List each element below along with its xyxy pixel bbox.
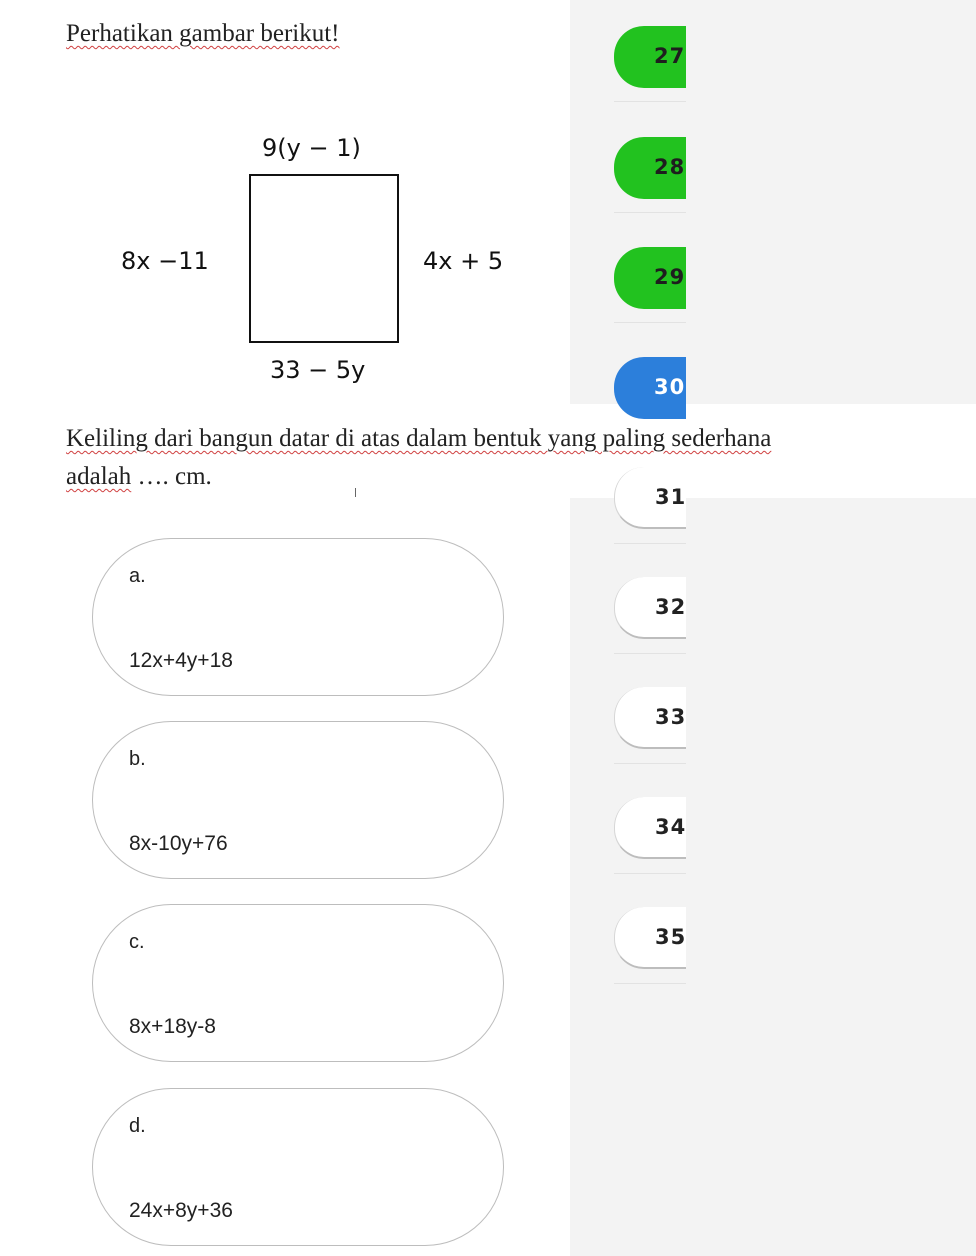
nav-number: 28	[654, 155, 686, 179]
nav-question-29[interactable]	[614, 247, 686, 309]
nav-number: 32	[655, 595, 687, 619]
option-value: 12x+4y+18	[129, 649, 233, 672]
nav-question-28[interactable]	[614, 137, 686, 199]
nav-number: 31	[655, 485, 687, 509]
option-letter: d.	[129, 1115, 146, 1137]
option-letter: a.	[129, 565, 146, 587]
option-b[interactable]	[92, 721, 504, 879]
question-text-rest: …. cm.	[131, 463, 212, 490]
nav-number: 27	[654, 44, 686, 68]
nav-question-33[interactable]	[614, 687, 686, 749]
question-instruction: Perhatikan gambar berikut!	[66, 20, 340, 47]
nav-number: 34	[655, 815, 687, 839]
option-letter: c.	[129, 931, 145, 953]
nav-divider	[614, 543, 686, 544]
nav-question-32[interactable]	[614, 577, 686, 639]
nav-divider	[614, 212, 686, 213]
nav-divider	[614, 983, 686, 984]
option-value: 24x+8y+36	[129, 1199, 233, 1222]
option-value: 8x-10y+76	[129, 832, 228, 855]
figure-left-label: 8x −11	[121, 247, 209, 275]
nav-question-30[interactable]	[614, 357, 686, 419]
figure-right-label: 4x + 5	[423, 247, 504, 275]
nav-divider	[614, 101, 686, 102]
option-d[interactable]	[92, 1088, 504, 1246]
nav-question-27[interactable]	[614, 26, 686, 88]
nav-number: 35	[655, 925, 687, 949]
option-a[interactable]	[92, 538, 504, 696]
nav-question-31[interactable]	[614, 467, 686, 529]
question-text-line-2	[66, 463, 212, 491]
nav-divider	[614, 873, 686, 874]
nav-number: 29	[654, 265, 686, 289]
nav-divider	[614, 322, 686, 323]
text-cursor	[355, 488, 356, 497]
nav-number: 33	[655, 705, 687, 729]
option-value: 8x+18y-8	[129, 1015, 216, 1038]
question-text-line-1: Keliling dari bangun datar di atas dalam bentuk yang paling sederhana	[66, 425, 772, 452]
figure-top-label: 9(y − 1)	[262, 134, 361, 162]
nav-number: 30	[654, 375, 686, 399]
option-c[interactable]	[92, 904, 504, 1062]
nav-divider	[614, 653, 686, 654]
option-letter: b.	[129, 748, 146, 770]
rectangle-figure	[249, 174, 399, 343]
nav-question-35[interactable]	[614, 907, 686, 969]
nav-question-34[interactable]	[614, 797, 686, 859]
question-text-word: adalah	[66, 463, 132, 490]
nav-divider	[614, 763, 686, 764]
figure-bottom-label: 33 − 5y	[270, 356, 366, 384]
